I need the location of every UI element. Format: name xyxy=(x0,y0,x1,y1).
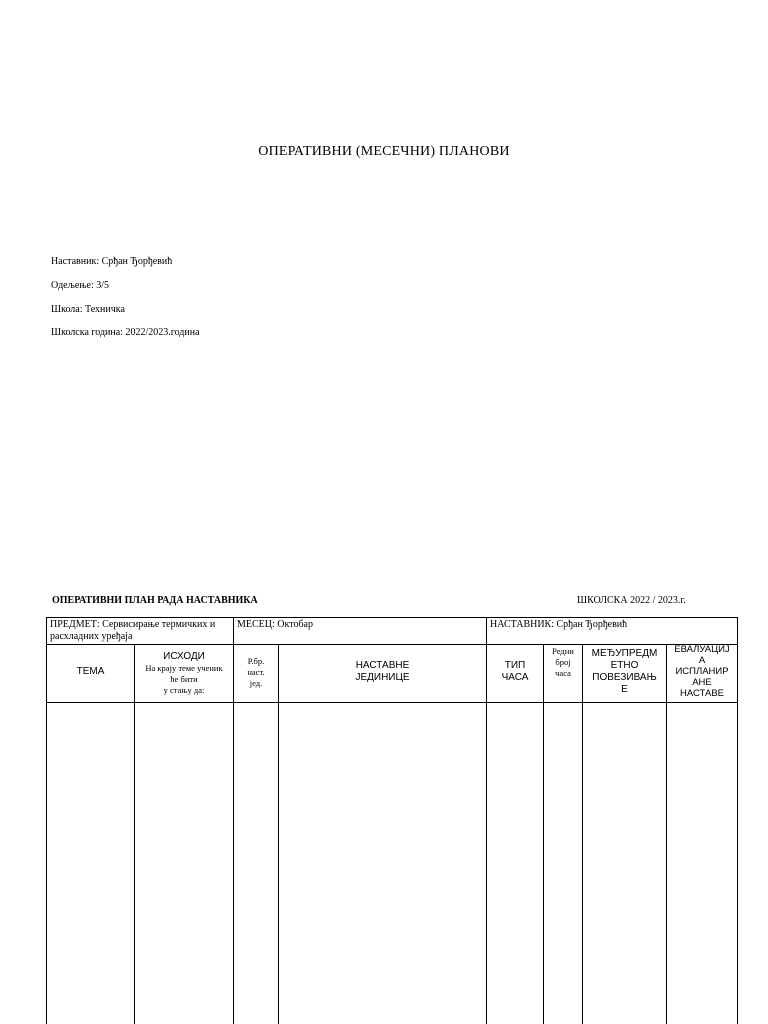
header-evaluacija xyxy=(667,644,737,699)
header-rbr-line3: јед. xyxy=(249,678,263,688)
header-nastavne-line1: НАСТАВНЕ xyxy=(355,660,410,671)
header-rbr xyxy=(234,656,278,689)
header-eval-line1: ЕВАЛУАЦИЈ xyxy=(674,644,730,655)
header-rbr-line1: Р.бр. xyxy=(247,656,265,666)
school-year-info: Школска година: 2022/2023.година xyxy=(51,327,200,338)
header-tip-casa xyxy=(487,660,543,684)
class-info: Одељење: 3/5 xyxy=(51,280,110,291)
header-ishodi-line3: у стању да: xyxy=(163,685,205,695)
header-redni-line1: Редни xyxy=(552,646,574,656)
page-title: ОПЕРАТИВНИ (МЕСЕЧНИ) ПЛАНОВИ xyxy=(258,144,510,159)
header-tip-line1: ТИП xyxy=(504,660,526,671)
header-medju-line2: ЕТНО xyxy=(610,660,639,671)
month-cell: МЕСЕЦ: Октобар xyxy=(237,619,313,630)
header-tip-line2: ЧАСА xyxy=(501,672,529,683)
teacher-cell: НАСТАВНИК: Срђан Ђорђевић xyxy=(490,619,628,630)
header-medju-line1: МЕЂУПРЕДМ xyxy=(591,648,658,659)
header-eval-line2: А xyxy=(698,655,706,666)
header-nastavne-jedinice xyxy=(279,660,486,684)
header-medju-line4: Е xyxy=(621,684,628,695)
header-eval-line4: АНЕ xyxy=(692,677,712,688)
school-info: Школа: Техничка xyxy=(51,304,125,315)
header-medjupredmetno xyxy=(583,648,666,696)
header-ishodi xyxy=(135,651,233,696)
header-eval-line3: ИСПЛАНИР xyxy=(675,666,729,677)
header-eval-line5: НАСТАВЕ xyxy=(679,688,725,699)
header-redni-line2: број xyxy=(555,657,571,667)
header-redni-broj xyxy=(544,646,582,679)
header-ishodi-line2: ће бити xyxy=(170,674,198,684)
teacher-info: Наставник: Срђан Ђорђевић xyxy=(51,256,173,267)
header-medju-line3: ПОВЕЗИВАЊ xyxy=(592,672,657,683)
header-rbr-line2: наст. xyxy=(247,667,265,677)
subject-cell: ПРЕДМЕТ: Сервисирање термичких и расхладних уређаја xyxy=(50,619,216,642)
header-ishodi-title: ИСХОДИ xyxy=(163,651,205,662)
header-nastavne-line2: ЈЕДИНИЦЕ xyxy=(355,672,410,683)
header-redni-line3: часа xyxy=(555,668,571,678)
header-ishodi-line1: На крају теме ученик xyxy=(145,663,223,673)
header-tema: ТЕМА xyxy=(76,666,105,677)
plan-school-year: ШКОЛСКА 2022 / 2023.г. xyxy=(577,595,686,606)
plan-title: ОПЕРАТИВНИ ПЛАН РАДА НАСТАВНИКА xyxy=(52,595,258,606)
